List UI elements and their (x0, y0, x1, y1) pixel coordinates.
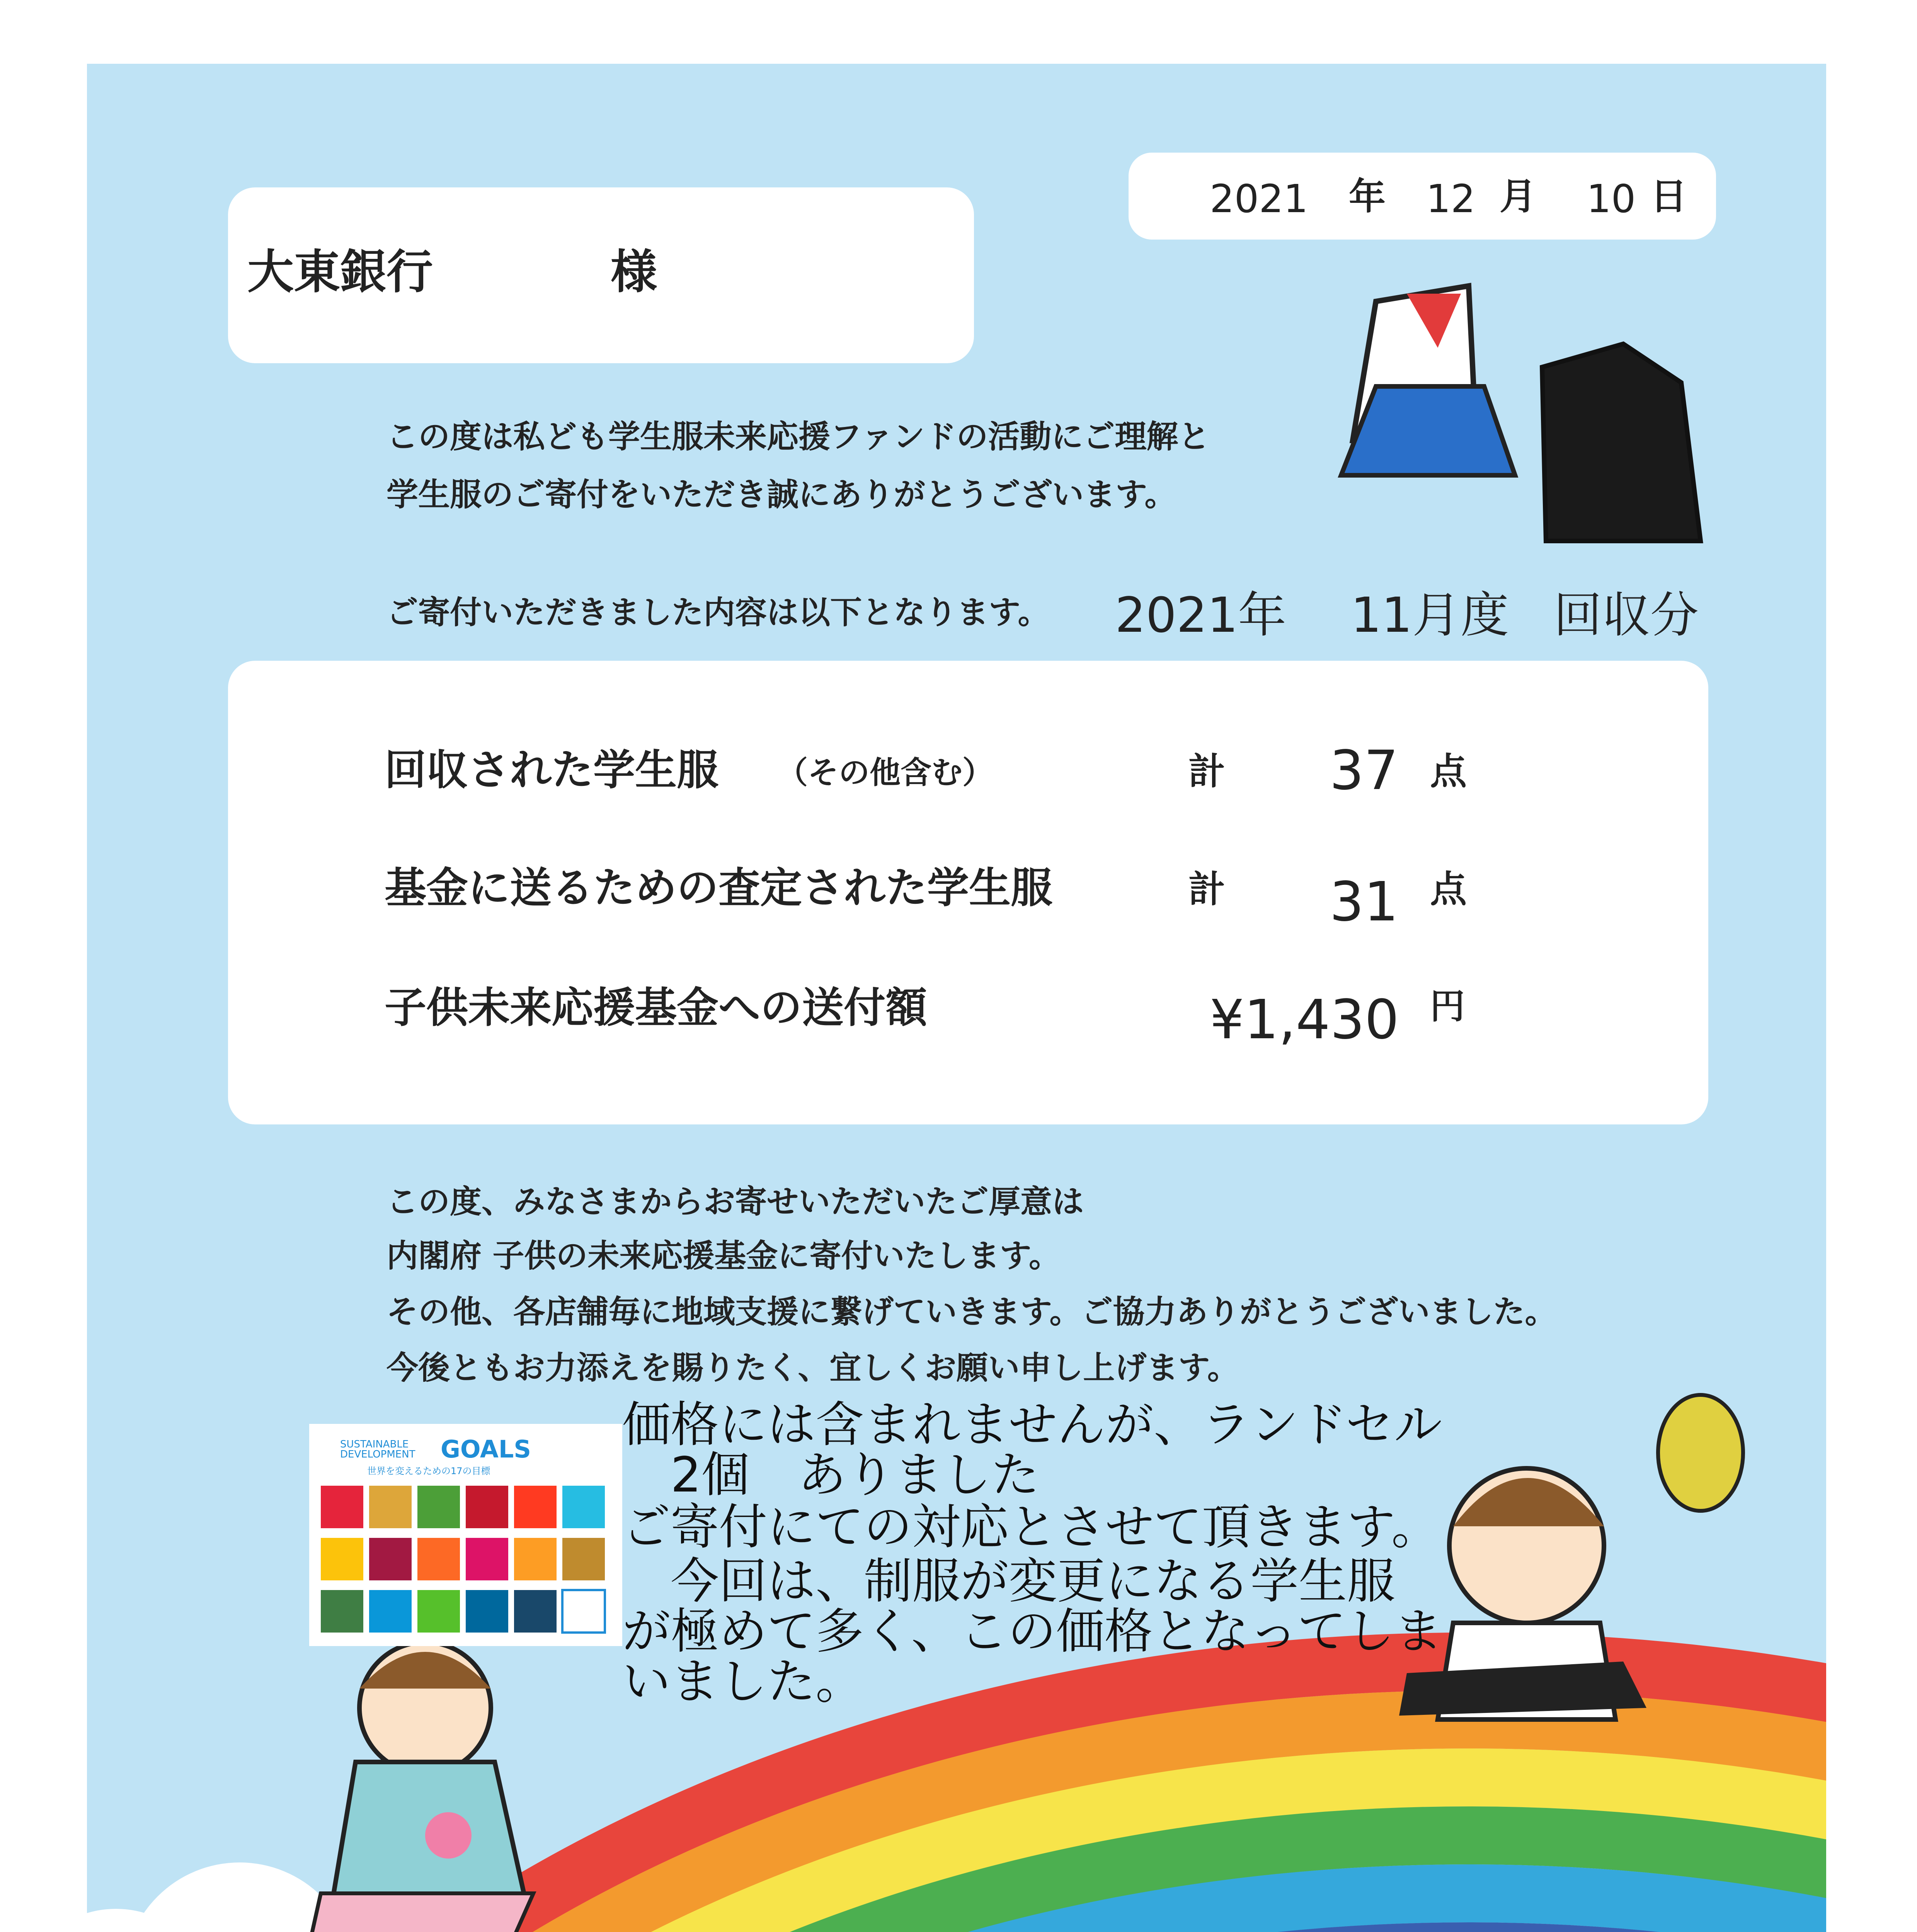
date-year-unit: 年 (1349, 175, 1386, 218)
message-line-2: 内閣府 子供の未来応援基金に寄付いたします。 (386, 1238, 1061, 1274)
uniforms-illustration (1341, 286, 1701, 541)
summary-row-unit: 点 (1430, 750, 1467, 793)
recipient-name: 大東銀行 (247, 245, 433, 299)
date-day: 10 (1587, 176, 1636, 221)
sdgs-title: GOALS (441, 1435, 531, 1463)
sdgs-title-small: SUSTAINABLE DEVELOPMENT (340, 1439, 415, 1460)
note-line-5: が極めて多く、この価格となってしま (622, 1604, 1443, 1660)
summary-row-unit: 円 (1430, 986, 1465, 1027)
intro-line-1: この度は私ども学生服未来応援ファンドの活動にご理解と (386, 418, 1210, 455)
message-line-1: この度、みなさまからお寄せいただいたご厚意は (386, 1184, 1084, 1220)
note-line-4: 今回は、制服が変更になる学生服 (622, 1553, 1395, 1609)
date-day-unit: 日 (1650, 175, 1687, 218)
period-month: 11月度 (1351, 587, 1509, 643)
summary-row-value: 37 (1330, 739, 1399, 802)
recipient-honorific: 様 (611, 245, 657, 299)
date-month-unit: 月 (1500, 175, 1537, 218)
intro-line-3: ご寄付いただきました内容は以下となります。 (386, 594, 1050, 631)
note-line-6: いました。 (622, 1654, 864, 1710)
summary-row-label: 回収された学生服 (385, 746, 719, 794)
sdgs-poster (309, 1424, 622, 1646)
period-year: 2021年 (1115, 587, 1287, 643)
summary-row-value: 31 (1330, 871, 1399, 934)
note-line-1: 価格には含まれませんが、ランドセル (622, 1397, 1442, 1453)
summary-row-prefix: 計 (1188, 750, 1226, 793)
date-year: 2021 (1210, 176, 1308, 221)
summary-row-note: （その他含む） (777, 755, 993, 791)
summary-row-prefix: 計 (1188, 868, 1226, 911)
intro-line-2: 学生服のご寄付をいただき誠にありがとうございます。 (386, 476, 1176, 513)
period-label: 回収分 (1554, 587, 1699, 643)
summary-row-label: 基金に送るための査定された学生服 (385, 864, 1053, 912)
summary-row-label: 子供未来応援基金への送付額 (385, 984, 928, 1032)
message-line-4: 今後ともお力添えを賜りたく、宜しくお願い申し上げます。 (386, 1350, 1239, 1386)
sdgs-subtitle: 世界を変えるための17の目標 (367, 1466, 490, 1476)
note-line-3: ご寄付にての対応とさせて頂きます。 (622, 1499, 1440, 1555)
message-line-3: その他、各店舗毎に地域支援に繋げていきます。ご協力ありがとうございました。 (386, 1294, 1557, 1330)
girl-illustration (305, 1642, 533, 1932)
sdgs-goal-tiles (317, 1482, 618, 1644)
summary-row-unit: 点 (1430, 868, 1467, 911)
date-month: 12 (1426, 176, 1476, 221)
note-line-2: 2個 ありました (622, 1447, 1040, 1503)
summary-row-value: ¥1,430 (1210, 988, 1399, 1051)
